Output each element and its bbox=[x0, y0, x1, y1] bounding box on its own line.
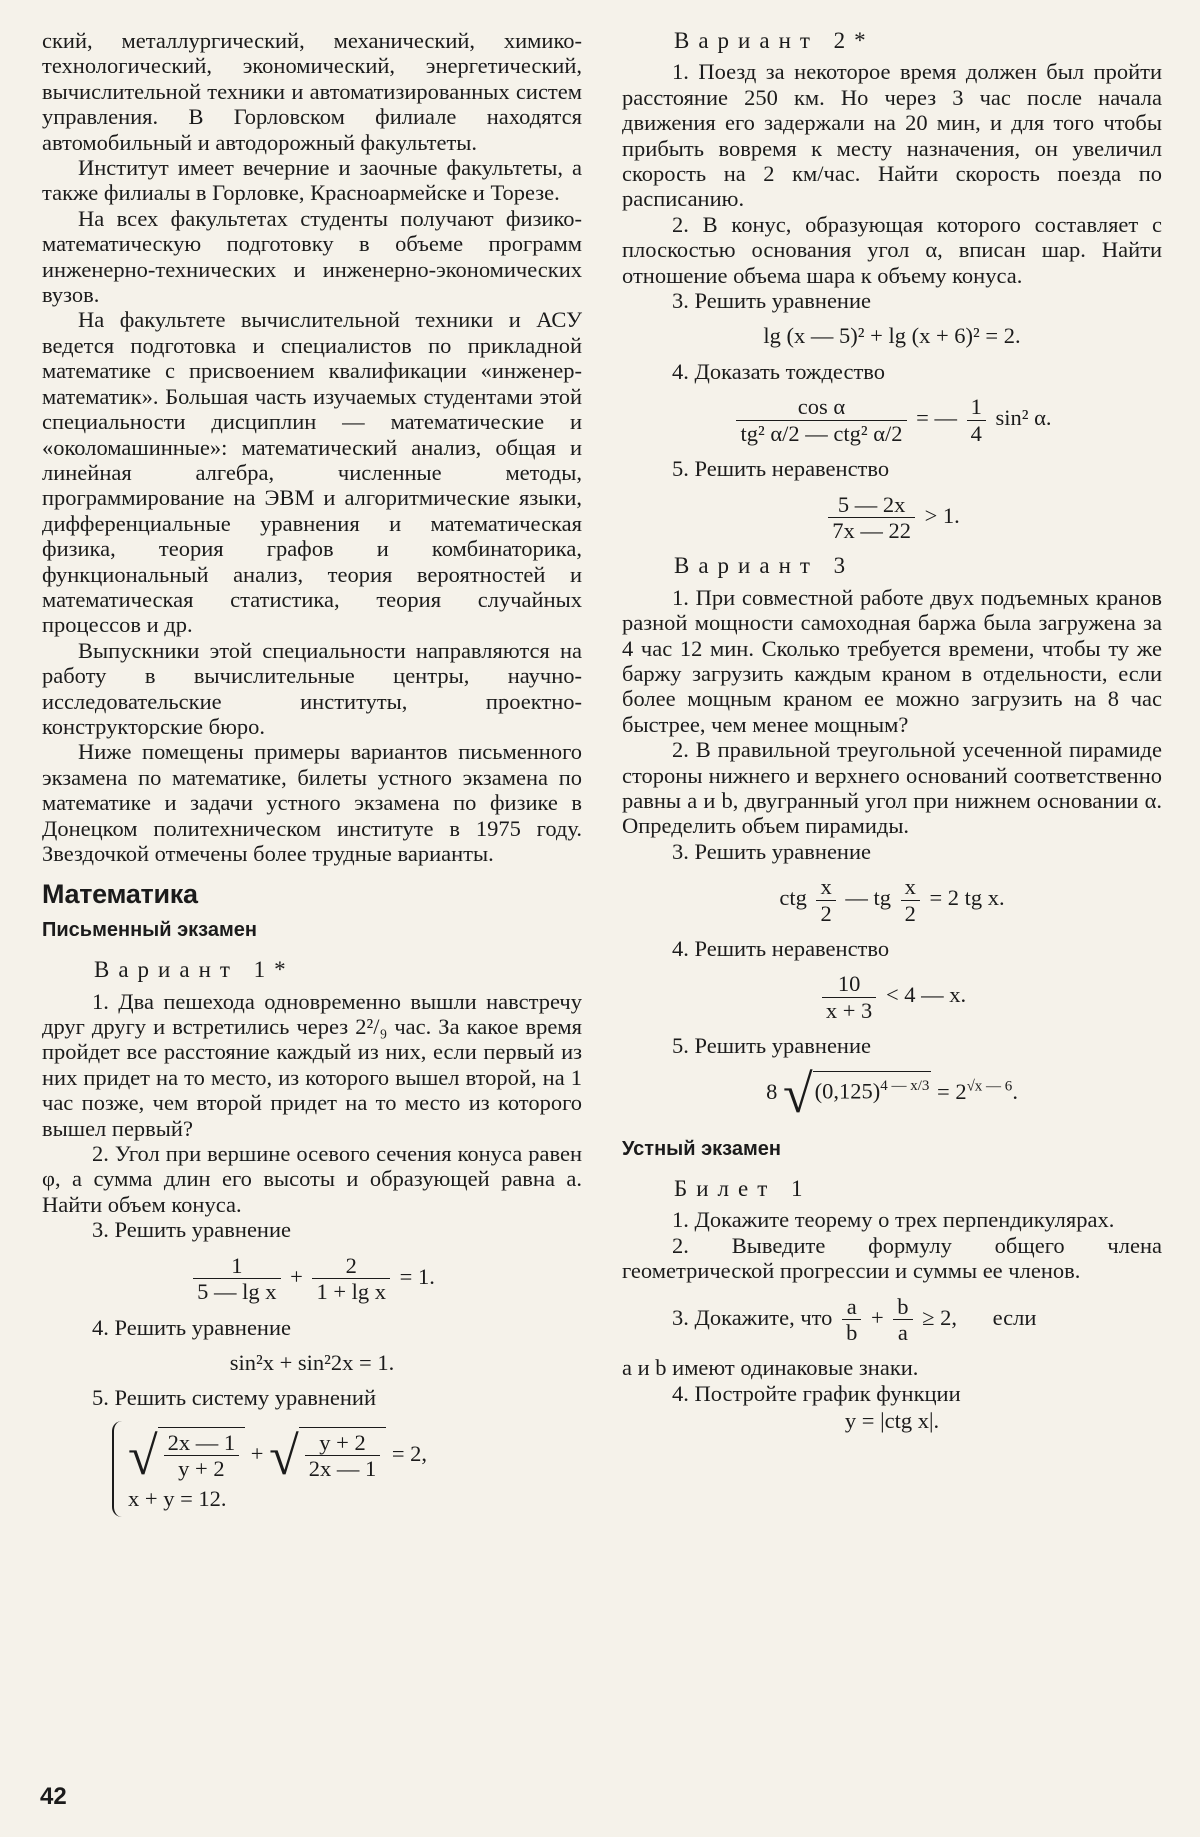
paragraph-asu: На факультете вычислительной техники и АСУ ведется подготовка и специалистов по прикладной математике с присвоением квалификации «инженер-математик». Большая часть изучаемых студентами этой специальности дисциплин — математические и «околомашинные»: математический анализ, общая и линейная алгебра, численные методы, программирование на ЭВМ и алгоритмические языки, дифференциальные уравнения и математическая физика, теория графов и комбинаторика, функциональный анализ, теория вероятностей и математическая статистика, теория случайных процессов и др. bbox=[42, 307, 582, 638]
v1-task-4: 4. Решить уравнение bbox=[92, 1314, 291, 1340]
v1-task-2: 2. Угол при вершине осевого сечения конуса равен φ, а сумма длин его высоты и образующей равна a. Найти объем конуса. bbox=[42, 1141, 582, 1217]
oral-q3: 3. Докажите, что $\frac{a}{b}$ + $\frac{b}{a}$ ≥ 2, если bbox=[672, 1293, 1037, 1346]
ticket-1-title: Билет 1 bbox=[674, 1176, 812, 1202]
v2-task-3: 3. Решить уравнение bbox=[672, 288, 871, 314]
subsection-written: Письменный экзамен bbox=[42, 918, 257, 941]
v1-eq-4: sin²x + sin²2x = 1. bbox=[229, 1349, 395, 1375]
paragraph-evening: Институт имеет вечерние и заочные факультеты, а также филиалы в Горловке, Красноармейске и Торезе. bbox=[42, 155, 582, 206]
v3-eq-5: 8 $√(0,125)^{4 — x/3} = 2^{√x — 6}$. bbox=[766, 1063, 1018, 1124]
v3-task-3: 3. Решить уравнение bbox=[672, 838, 871, 864]
v3-eq-4: $\frac{10}{x + 3}$ < 4 — x. bbox=[622, 971, 1162, 1023]
v1-task-3: 3. Решить уравнение bbox=[92, 1217, 291, 1243]
v2-task-1: 1. Поезд за некоторое время должен был пройти расстояние 250 км. Но через 3 час после начала движения его задержали на 20 мин, и для того чтобы прибыть вовремя к месту назначения, он увеличил скорость на 2 км/час. Найти скорость поезда по расписанию. bbox=[622, 59, 1162, 212]
oral-q2: 2. Выведите формулу общего члена геометрической прогрессии и суммы ее членов. bbox=[622, 1232, 1162, 1284]
v2-eq-4: $\frac{\text{cos α}}{\text{tg² α/2 — ctg² α/2}}$ = — $\frac{1}{4}$ sin² α. bbox=[622, 394, 1162, 446]
v3-task-5: 5. Решить уравнение bbox=[672, 1033, 871, 1059]
v1-task-5: 5. Решить систему уравнений bbox=[92, 1385, 376, 1411]
left-column bbox=[42, 28, 582, 1527]
v2-eq-5: $\frac{5 — 2x}{7x — 22}$ > 1. bbox=[622, 492, 1162, 544]
v3-task-1: 1. При совместной работе двух подъемных кранов разной мощности самоходная баржа была загружена за 4 час 12 мин. Сколько требуется времени, чтобы ту же баржу загрузить каждым краном в отдельности, если более мощным краном ее можно загрузить на 8 час быстрее, чем менее мощным? bbox=[622, 584, 1162, 737]
variant-2-title: Вариант 2* bbox=[674, 28, 875, 53]
paragraph-graduates: Выпускники этой специальности направляются на работу в вычислительные центры, научно-исследовательские институты, проектно-конструкторские бюро. bbox=[42, 637, 582, 739]
paragraph-math-prep: На всех факультетах студенты получают физико-математическую подготовку в объеме программ инженерно-технических и инженерно-экономических вузов. bbox=[42, 205, 582, 308]
v2-task-4: 4. Доказать тождество bbox=[672, 358, 885, 384]
v2-task-5: 5. Решить неравенство bbox=[672, 456, 890, 482]
v3-task-4: 4. Решить неравенство bbox=[672, 936, 890, 961]
v1-eq-3: $\frac{1}{\text{5 — lg x}}$ + $\frac{2}{\text{1 + lg x}}$ = 1. bbox=[42, 1253, 582, 1305]
v1-eq-5-system: √ $\frac{2x — 1}{y + 2}$ + √ $\frac{y + 2}{2x — 1}$ = 2, x + y = 12. bbox=[112, 1421, 582, 1517]
section-title-math: Математика bbox=[42, 879, 198, 910]
v2-task-2: 2. В конус, образующая которого составляет с плоскостью основания угол α, вписан шар. Найти отношение объема шара к объему конуса. bbox=[622, 211, 1162, 288]
oral-q4: 4. Постройте график функции bbox=[672, 1380, 961, 1406]
oral-q4-eq: y = |ctg x|. bbox=[844, 1408, 940, 1434]
right-column bbox=[622, 28, 1162, 1444]
subsection-oral: Устный экзамен bbox=[622, 1137, 781, 1160]
v2-eq-3: lg (x — 5)² + lg (x + 6)² = 2. bbox=[763, 323, 1021, 349]
v3-eq-3: ctg $\frac{x}{2}$ — tg $\frac{x}{2}$ = 2 tg x. bbox=[779, 874, 1005, 926]
page-number: 42 bbox=[40, 1783, 67, 1810]
variant-1-title: Вариант 1* bbox=[94, 957, 295, 983]
v1-task-1: 1. Два пешехода одновременно вышли навстречу друг другу и встретились через 2²/₉ час. За какое время пройдет все расстояние каждый из них, если первый из них придет на то место, из которого вышел второй, на 1 час позже, чем второй придет на то место из которого вышел первый? bbox=[42, 988, 582, 1141]
variant-3-title: Вариант 3 bbox=[674, 553, 855, 579]
v3-task-2: 2. В правильной треугольной усеченной пирамиде стороны нижнего и верхнего оснований соответственно равны a и b, двугранный угол при нижнем основании α. Определить объем пирамиды. bbox=[622, 737, 1162, 839]
paragraph-faculties: ский, металлургический, механический, химико-технологический, экономический, энергетический, вычислительной техники и автоматизированных систем управления. В Горловском филиале находятся автомобильный и автодорожный факультеты. bbox=[42, 28, 582, 155]
paragraph-examples: Ниже помещены примеры вариантов письменного экзамена по математике, билеты устного экзамена по математике и задачи устного экзамена по физике в Донецком политехническом институте в 1975 году. Звездочкой отмечены более трудные варианты. bbox=[42, 739, 582, 866]
oral-q1: 1. Докажите теорему о трех перпендикулярах. bbox=[672, 1207, 1115, 1233]
oral-q3-tail: a и b имеют одинаковые знаки. bbox=[622, 1355, 919, 1381]
